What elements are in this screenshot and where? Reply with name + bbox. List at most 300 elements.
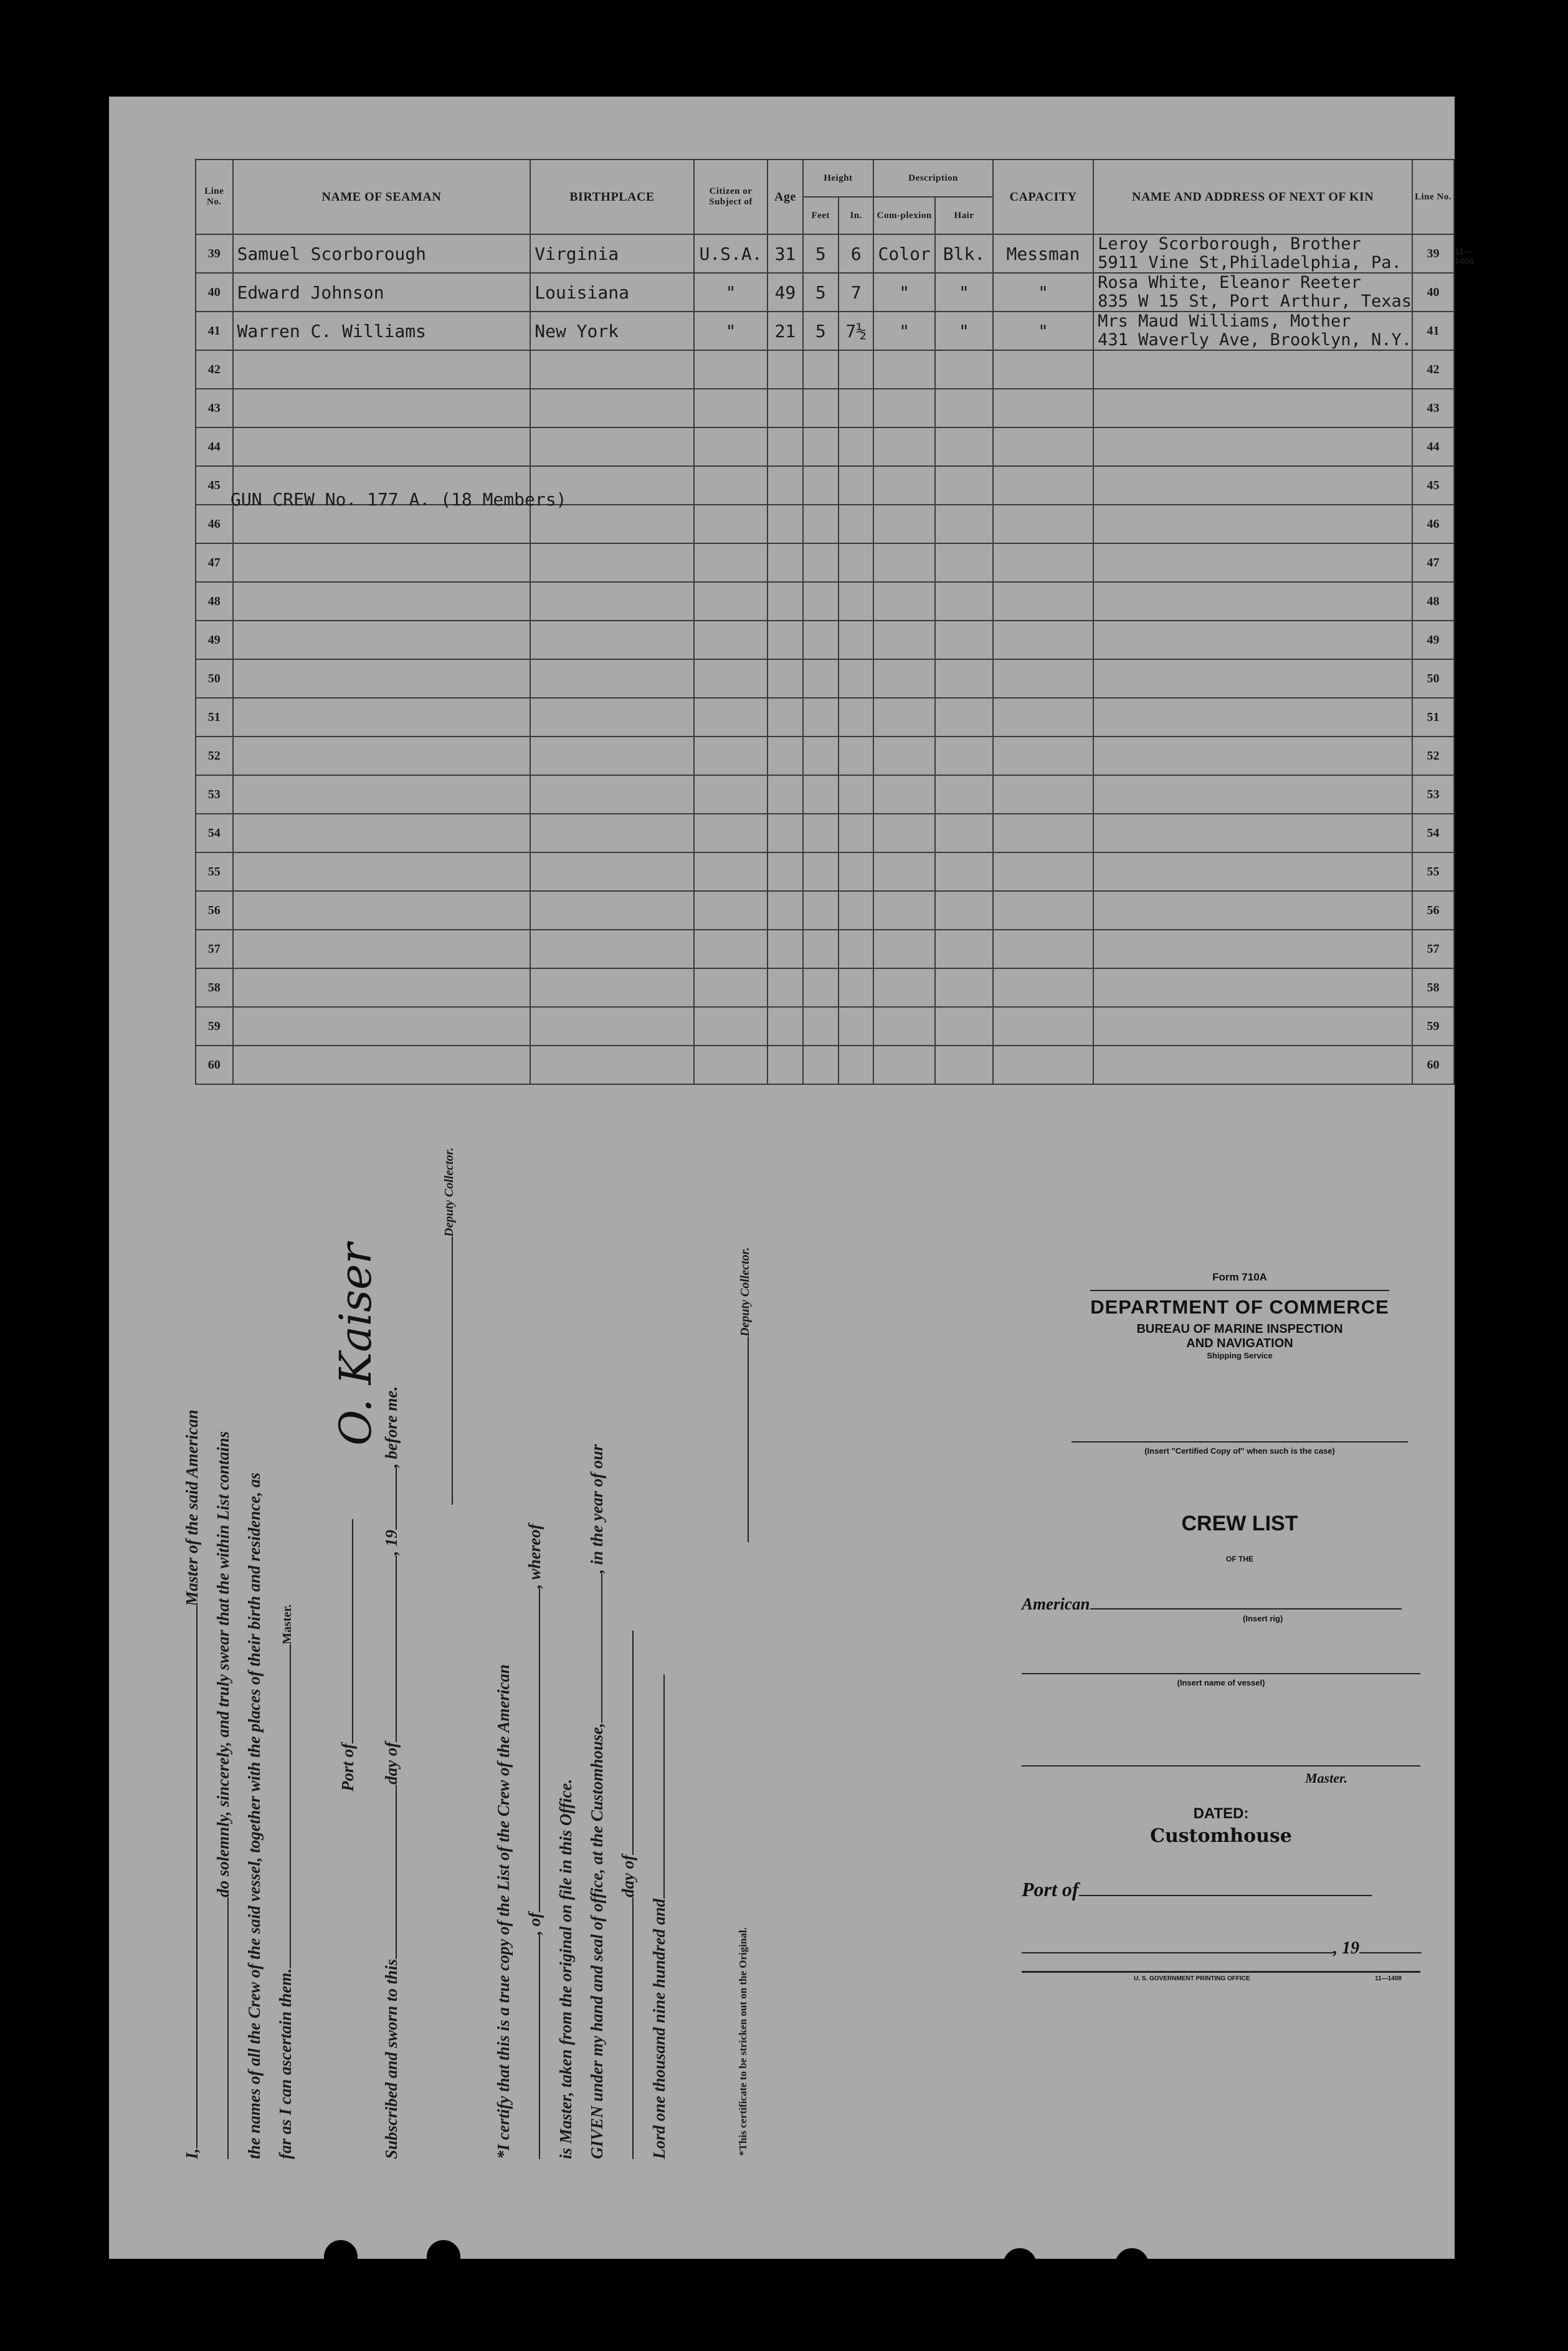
complexion-cell <box>873 389 935 427</box>
line-cell: 47 <box>1412 543 1454 582</box>
complexion-cell: " <box>873 273 935 312</box>
inches-cell <box>839 968 873 1007</box>
line-cell: 47 <box>196 543 233 582</box>
line-cell: 42 <box>196 350 233 389</box>
hair-cell <box>935 968 993 1007</box>
name-cell <box>233 659 531 698</box>
header-complexion: Com-plexion <box>873 197 935 234</box>
birthplace-cell <box>530 350 694 389</box>
line-cell: 53 <box>1412 775 1454 814</box>
line-cell: 57 <box>1412 930 1454 968</box>
inches-cell <box>839 852 873 891</box>
line-cell: 40 <box>1412 273 1454 312</box>
form-number: Form 710A <box>1212 1271 1267 1283</box>
feet-cell <box>803 930 839 968</box>
next-of-kin-cell <box>1093 350 1412 389</box>
header-height: Height <box>803 160 874 197</box>
line-cell: 44 <box>1412 427 1454 466</box>
line-cell: 59 <box>196 1007 233 1046</box>
birthplace-cell <box>530 505 694 543</box>
crew-list-title: CREW LIST <box>1181 1512 1298 1535</box>
inches-cell <box>839 1046 873 1084</box>
inches-cell <box>839 543 873 582</box>
age-cell <box>767 543 802 582</box>
cert-line-3: is Master, taken from the original on file in this Office. <box>556 1778 575 2159</box>
citizen-cell <box>694 891 768 930</box>
line-cell: 57 <box>196 930 233 968</box>
table-row <box>196 350 1454 389</box>
next-of-kin-cell <box>1093 814 1412 852</box>
hair-cell <box>935 1007 993 1046</box>
name-cell <box>233 775 531 814</box>
feet-cell <box>803 427 839 466</box>
capacity-cell <box>993 582 1093 621</box>
kin-address: 5911 Vine St,Philadelphia, Pa. <box>1098 253 1402 272</box>
line-cell: 55 <box>1412 852 1454 891</box>
hair-cell <box>935 659 993 698</box>
inches-cell <box>839 891 873 930</box>
inches-cell: 7½ <box>839 312 873 350</box>
complexion-cell <box>873 466 935 505</box>
hair-cell <box>935 1046 993 1084</box>
complexion-cell: " <box>873 312 935 350</box>
binding-hole <box>1115 2248 1149 2282</box>
hair-cell <box>935 737 993 775</box>
capacity-cell <box>993 891 1093 930</box>
capacity-cell <box>993 1046 1093 1084</box>
line-cell: 42 <box>1412 350 1454 389</box>
birthplace-cell <box>530 737 694 775</box>
feet-cell <box>803 621 839 659</box>
hair-cell: Blk. <box>935 234 993 273</box>
line-cell: 49 <box>196 621 233 659</box>
age-cell: 21 <box>767 312 802 350</box>
hair-cell <box>935 814 993 852</box>
capacity-cell <box>993 1007 1093 1046</box>
table-row <box>196 427 1454 466</box>
complexion-cell <box>873 350 935 389</box>
table-row <box>196 659 1454 698</box>
age-cell <box>767 930 802 968</box>
shipping-service: Shipping Service <box>1207 1351 1273 1360</box>
form-code-top: 11—1408 <box>1455 246 1475 266</box>
capacity-cell: " <box>993 273 1093 312</box>
name-cell <box>233 698 531 737</box>
line-cell: 58 <box>196 968 233 1007</box>
age-cell <box>767 505 802 543</box>
next-of-kin-cell <box>1093 775 1412 814</box>
header-kin: NAME AND ADDRESS OF NEXT OF KIN <box>1093 160 1412 234</box>
hair-cell <box>935 466 993 505</box>
table-row <box>196 1046 1454 1084</box>
line-cell: 60 <box>196 1046 233 1084</box>
citizen-cell: U.S.A. <box>694 234 768 273</box>
insert-vessel: (Insert name of vessel) <box>1177 1678 1265 1687</box>
citizen-cell <box>694 852 768 891</box>
feet-cell: 5 <box>803 312 839 350</box>
next-of-kin-cell <box>1093 930 1412 968</box>
department: DEPARTMENT OF COMMERCE <box>1090 1296 1389 1318</box>
cover-date: , 19 <box>1022 1939 1458 1958</box>
hair-cell <box>935 852 993 891</box>
line-cell: 45 <box>196 466 233 505</box>
line-cell: 43 <box>1412 389 1454 427</box>
hair-cell <box>935 389 993 427</box>
feet-cell <box>803 505 839 543</box>
feet-cell <box>803 659 839 698</box>
feet-cell <box>803 968 839 1007</box>
age-cell <box>767 389 802 427</box>
feet-cell <box>803 389 839 427</box>
citizen-cell <box>694 621 768 659</box>
line-cell: 53 <box>196 775 233 814</box>
citizen-cell <box>694 427 768 466</box>
birthplace-cell <box>530 427 694 466</box>
citizen-cell <box>694 582 768 621</box>
header-hair: Hair <box>935 197 993 234</box>
birthplace-cell <box>530 659 694 698</box>
kin-name: Leroy Scorborough, Brother <box>1098 234 1361 254</box>
next-of-kin-cell <box>1093 543 1412 582</box>
inches-cell: 7 <box>839 273 873 312</box>
capacity-cell: Messman <box>993 234 1093 273</box>
complexion-cell: Color <box>873 234 935 273</box>
kin-address: 431 Waverly Ave, Brooklyn, N.Y. <box>1098 330 1412 350</box>
age-cell <box>767 1007 802 1046</box>
hair-cell: " <box>935 273 993 312</box>
cert-line-4: GIVEN under my hand and seal of office, at the Customhouse,, in the year of our <box>587 1444 606 2159</box>
inches-cell <box>839 621 873 659</box>
next-of-kin-cell <box>1093 1007 1412 1046</box>
name-cell: Warren C. Williams <box>233 312 531 350</box>
hair-cell <box>935 543 993 582</box>
inches-cell <box>839 698 873 737</box>
binding-hole <box>1003 2248 1037 2282</box>
line-cell: 51 <box>196 698 233 737</box>
feet-cell <box>803 582 839 621</box>
hair-cell <box>935 775 993 814</box>
complexion-cell <box>873 737 935 775</box>
inches-cell <box>839 814 873 852</box>
capacity-cell <box>993 775 1093 814</box>
age-cell <box>767 466 802 505</box>
capacity-cell <box>993 543 1093 582</box>
line-cell: 52 <box>1412 737 1454 775</box>
citizen-cell <box>694 1046 768 1084</box>
oath-line-2: do solemnly, sincerely, and truly swear that the within List contains <box>214 1431 233 2159</box>
complexion-cell <box>873 891 935 930</box>
name-cell: Edward Johnson <box>233 273 531 312</box>
american-line: American <box>1022 1595 1458 1614</box>
name-cell <box>233 814 531 852</box>
hair-cell <box>935 427 993 466</box>
crew-table <box>195 159 1455 1085</box>
line-cell: 60 <box>1412 1046 1454 1084</box>
header-feet: Feet <box>803 197 839 234</box>
table-row <box>196 737 1454 775</box>
table-row <box>196 968 1454 1007</box>
feet-cell <box>803 737 839 775</box>
table-row <box>196 312 1454 350</box>
crew-table-body <box>196 234 1454 1084</box>
capacity-cell <box>993 930 1093 968</box>
feet-cell <box>803 698 839 737</box>
binding-hole <box>324 2240 358 2274</box>
name-cell <box>233 582 531 621</box>
table-row <box>196 814 1454 852</box>
cover-panel <box>1022 1271 1458 1982</box>
table-row <box>196 621 1454 659</box>
birthplace-cell: Virginia <box>530 234 694 273</box>
next-of-kin-cell <box>1093 234 1412 273</box>
next-of-kin-cell <box>1093 968 1412 1007</box>
kin-address: 835 W 15 St, Port Arthur, Texas <box>1098 292 1412 311</box>
birthplace-cell <box>530 582 694 621</box>
oath-line-4: far as I can ascertain them.Master. <box>276 1604 295 2159</box>
next-of-kin-cell <box>1093 737 1412 775</box>
feet-cell <box>803 1007 839 1046</box>
header-description: Description <box>873 160 993 197</box>
name-cell <box>233 737 531 775</box>
cert-line-6: Lord one thousand nine hundred and <box>650 1674 669 2159</box>
capacity-cell <box>993 698 1093 737</box>
line-cell: 50 <box>1412 659 1454 698</box>
inches-cell <box>839 350 873 389</box>
citizen-cell <box>694 659 768 698</box>
name-cell <box>233 968 531 1007</box>
name-cell <box>233 350 531 389</box>
citizen-cell <box>694 543 768 582</box>
complexion-cell <box>873 543 935 582</box>
birthplace-cell: Louisiana <box>530 273 694 312</box>
oath-subscribed: Subscribed and sworn to thisday of, 19, before me. <box>382 1386 401 2159</box>
line-cell: 40 <box>196 273 233 312</box>
cert-line-5: day of <box>619 1631 638 2159</box>
cover-port: Port of <box>1022 1878 1458 1901</box>
age-cell <box>767 852 802 891</box>
inches-cell <box>839 737 873 775</box>
name-cell <box>233 1046 531 1084</box>
header-name: NAME OF SEAMAN <box>233 160 531 234</box>
complexion-cell <box>873 852 935 891</box>
binding-hole <box>427 2240 460 2274</box>
age-cell <box>767 698 802 737</box>
gun-crew-note: GUN CREW No. 177 A. (18 Members) <box>230 489 567 510</box>
complexion-cell <box>873 1046 935 1084</box>
customhouse: Customhouse <box>1150 1825 1292 1847</box>
capacity-cell <box>993 427 1093 466</box>
feet-cell <box>803 1046 839 1084</box>
line-cell: 54 <box>196 814 233 852</box>
feet-cell <box>803 350 839 389</box>
line-cell: 48 <box>196 582 233 621</box>
bureau-line-1: BUREAU OF MARINE INSPECTION <box>1136 1322 1343 1336</box>
next-of-kin-cell <box>1093 389 1412 427</box>
oath-port: Port of <box>338 1519 358 1791</box>
table-row <box>196 582 1454 621</box>
header-line-no-right: Line No. <box>1412 160 1454 234</box>
hair-cell <box>935 350 993 389</box>
dated: DATED: <box>1193 1805 1249 1822</box>
capacity-cell: " <box>993 312 1093 350</box>
complexion-cell <box>873 930 935 968</box>
inches-cell <box>839 427 873 466</box>
table-row <box>196 273 1454 312</box>
line-cell: 51 <box>1412 698 1454 737</box>
name-cell <box>233 930 531 968</box>
oath-line-1: I,Master of the said American <box>183 1409 201 2159</box>
capacity-cell <box>993 659 1093 698</box>
complexion-cell <box>873 968 935 1007</box>
citizen-cell <box>694 350 768 389</box>
inches-cell <box>839 582 873 621</box>
cover-master: Master. <box>1305 1770 1347 1786</box>
birthplace-cell <box>530 930 694 968</box>
birthplace-cell: New York <box>530 312 694 350</box>
capacity-cell <box>993 350 1093 389</box>
complexion-cell <box>873 427 935 466</box>
feet-cell: 5 <box>803 273 839 312</box>
birthplace-cell <box>530 814 694 852</box>
next-of-kin-cell <box>1093 852 1412 891</box>
inches-cell: 6 <box>839 234 873 273</box>
name-cell <box>233 389 531 427</box>
age-cell <box>767 737 802 775</box>
age-cell: 49 <box>767 273 802 312</box>
table-row <box>196 505 1454 543</box>
citizen-cell <box>694 466 768 505</box>
name-cell <box>233 621 531 659</box>
name-cell <box>233 543 531 582</box>
complexion-cell <box>873 1007 935 1046</box>
hair-cell <box>935 582 993 621</box>
age-cell <box>767 350 802 389</box>
birthplace-cell <box>530 775 694 814</box>
inches-cell <box>839 1007 873 1046</box>
next-of-kin-cell <box>1093 659 1412 698</box>
master-signature: O. Kaiser <box>330 1242 381 1446</box>
age-cell <box>767 968 802 1007</box>
complexion-cell <box>873 505 935 543</box>
citizen-cell: " <box>694 273 768 312</box>
citizen-cell <box>694 737 768 775</box>
feet-cell <box>803 775 839 814</box>
next-of-kin-cell <box>1093 1046 1412 1084</box>
header-capacity: CAPACITY <box>993 160 1093 234</box>
cert-footnote: *This certificate to be stricken out on the Original. <box>737 1927 749 2156</box>
citizen-cell: " <box>694 312 768 350</box>
line-cell: 39 <box>1412 234 1454 273</box>
insert-rig: (Insert rig) <box>1243 1614 1283 1623</box>
inches-cell <box>839 389 873 427</box>
capacity-cell <box>993 968 1093 1007</box>
oath-line-3: the names of all the Crew of the said vessel, together with the places of their birth and residence, as <box>245 1472 264 2159</box>
header-age: Age <box>767 160 802 234</box>
birthplace-cell <box>530 1007 694 1046</box>
feet-cell <box>803 852 839 891</box>
age-cell <box>767 891 802 930</box>
next-of-kin-cell <box>1093 505 1412 543</box>
next-of-kin-cell <box>1093 466 1412 505</box>
age-cell <box>767 621 802 659</box>
name-cell <box>233 427 531 466</box>
of-the: OF THE <box>1226 1555 1253 1563</box>
line-cell: 39 <box>196 234 233 273</box>
capacity-cell <box>993 466 1093 505</box>
cert-line-2: , of, whereof <box>525 1524 544 2160</box>
capacity-cell <box>993 505 1093 543</box>
feet-cell <box>803 466 839 505</box>
line-cell: 50 <box>196 659 233 698</box>
citizen-cell <box>694 814 768 852</box>
capacity-cell <box>993 852 1093 891</box>
inches-cell <box>839 466 873 505</box>
cert-line-1: *I certify that this is a true copy of the List of the Crew of the American <box>494 1664 513 2159</box>
line-cell: 41 <box>1412 312 1454 350</box>
feet-cell: 5 <box>803 234 839 273</box>
complexion-cell <box>873 582 935 621</box>
line-cell: 45 <box>1412 466 1454 505</box>
table-row <box>196 1007 1454 1046</box>
name-cell <box>233 1007 531 1046</box>
name-cell <box>233 505 531 543</box>
birthplace-cell <box>530 891 694 930</box>
line-cell: 49 <box>1412 621 1454 659</box>
complexion-cell <box>873 621 935 659</box>
table-row <box>196 389 1454 427</box>
capacity-cell <box>993 389 1093 427</box>
line-cell: 56 <box>1412 891 1454 930</box>
complexion-cell <box>873 775 935 814</box>
hair-cell: " <box>935 312 993 350</box>
line-cell: 55 <box>196 852 233 891</box>
citizen-cell <box>694 698 768 737</box>
next-of-kin-cell <box>1093 582 1412 621</box>
table-row <box>196 930 1454 968</box>
line-cell: 43 <box>196 389 233 427</box>
line-cell: 44 <box>196 427 233 466</box>
feet-cell <box>803 543 839 582</box>
birthplace-cell <box>530 698 694 737</box>
hair-cell <box>935 505 993 543</box>
line-cell: 56 <box>196 891 233 930</box>
birthplace-cell <box>530 389 694 427</box>
name-cell <box>233 852 531 891</box>
insert-certified: (Insert "Certified Copy of" when such is the case) <box>1144 1446 1335 1456</box>
capacity-cell <box>993 621 1093 659</box>
header-citizen: Citizen or Subject of <box>694 160 768 234</box>
hair-cell <box>935 891 993 930</box>
table-row <box>196 543 1454 582</box>
birthplace-cell <box>530 621 694 659</box>
age-cell <box>767 775 802 814</box>
line-cell: 59 <box>1412 1007 1454 1046</box>
hair-cell <box>935 698 993 737</box>
birthplace-cell <box>530 1046 694 1084</box>
line-cell: 54 <box>1412 814 1454 852</box>
kin-name: Mrs Maud Williams, Mother <box>1098 312 1351 331</box>
cert-deputy: Deputy Collector. <box>738 1247 753 1542</box>
bureau-line-2: AND NAVIGATION <box>1186 1337 1293 1350</box>
table-row <box>196 698 1454 737</box>
citizen-cell <box>694 968 768 1007</box>
name-cell: Samuel Scorborough <box>233 234 531 273</box>
table-row <box>196 775 1454 814</box>
inches-cell <box>839 775 873 814</box>
birthplace-cell <box>530 852 694 891</box>
complexion-cell <box>873 698 935 737</box>
birthplace-cell <box>530 543 694 582</box>
